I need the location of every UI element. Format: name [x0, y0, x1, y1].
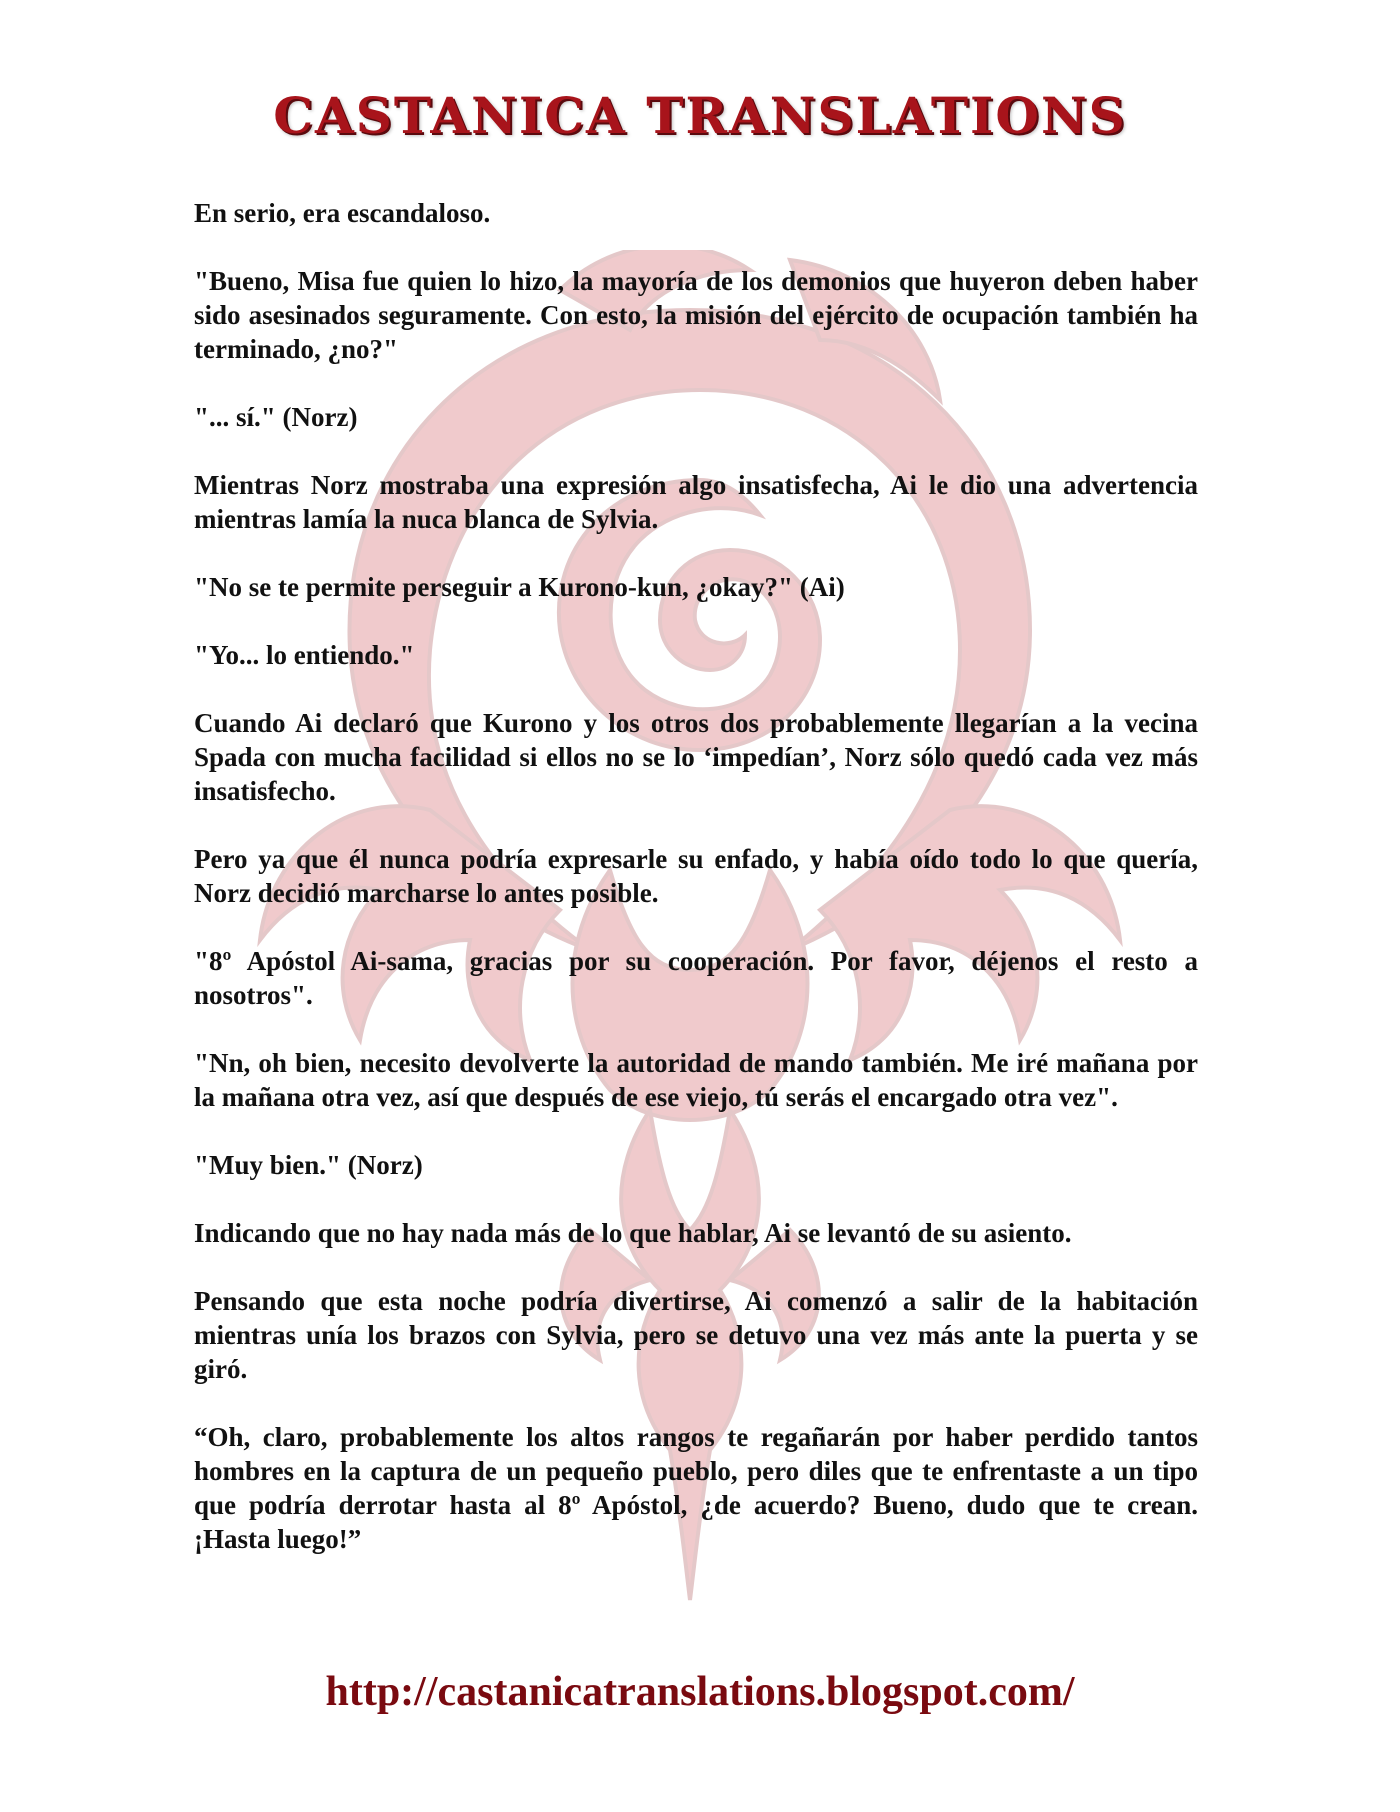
paragraph: "Yo... lo entiendo."	[194, 640, 415, 670]
footer-url-link[interactable]: http://castanicatranslations.blogspot.com/	[325, 1669, 1075, 1715]
paragraph: "... sí." (Norz)	[194, 402, 358, 432]
paragraph: Cuando Ai declaró que Kurono y los otros dos probablemente llegarían a la vecina Spada con mucha facilidad si ellos no se lo ‘impedían’, Norz sólo quedó cada vez más insatisfecho.	[194, 708, 1198, 806]
paragraph: "Nn, oh bien, necesito devolverte la autoridad de mando también. Me iré mañana por la mañana otra vez, así que después de ese viejo, tú serás el encargado otra vez".	[194, 1048, 1198, 1112]
paragraph: En serio, era escandaloso.	[194, 198, 491, 228]
paragraph: "Bueno, Misa fue quien lo hizo, la mayoría de los demonios que huyeron deben haber sido asesinados seguramente. Con esto, la misión del ejército de ocupación también ha terminado, ¿no?"	[194, 266, 1198, 364]
page-title: CASTANICA TRANSLATIONS	[273, 86, 1127, 145]
paragraph: "No se te permite perseguir a Kurono-kun, ¿okay?" (Ai)	[194, 572, 845, 602]
document-body	[194, 196, 1198, 1590]
paragraph: "8º Apóstol Ai-sama, gracias por su cooperación. Por favor, déjenos el resto a nosotros".	[194, 946, 1198, 1010]
paragraph: Mientras Norz mostraba una expresión algo insatisfecha, Ai le dio una advertencia mientras lamía la nuca blanca de Sylvia.	[194, 470, 1198, 534]
paragraph: “Oh, claro, probablemente los altos rangos te regañarán por haber perdido tantos hombres en la captura de un pequeño pueblo, pero diles que te enfrentaste a un tipo que podría derrotar hasta al 8º Apóstol, ¿de acuerdo? Bueno, dudo que te crean. ¡Hasta luego!”	[194, 1422, 1198, 1554]
paragraph: Pensando que esta noche podría divertirse, Ai comenzó a salir de la habitación mientras unía los brazos con Sylvia, pero se detuvo una vez más ante la puerta y se giró.	[194, 1286, 1198, 1384]
paragraph: Indicando que no hay nada más de lo que hablar, Ai se levantó de su asiento.	[194, 1218, 1072, 1248]
paragraph: Pero ya que él nunca podría expresarle su enfado, y había oído todo lo que quería, Norz decidió marcharse lo antes posible.	[194, 844, 1198, 908]
paragraph: "Muy bien." (Norz)	[194, 1150, 423, 1180]
